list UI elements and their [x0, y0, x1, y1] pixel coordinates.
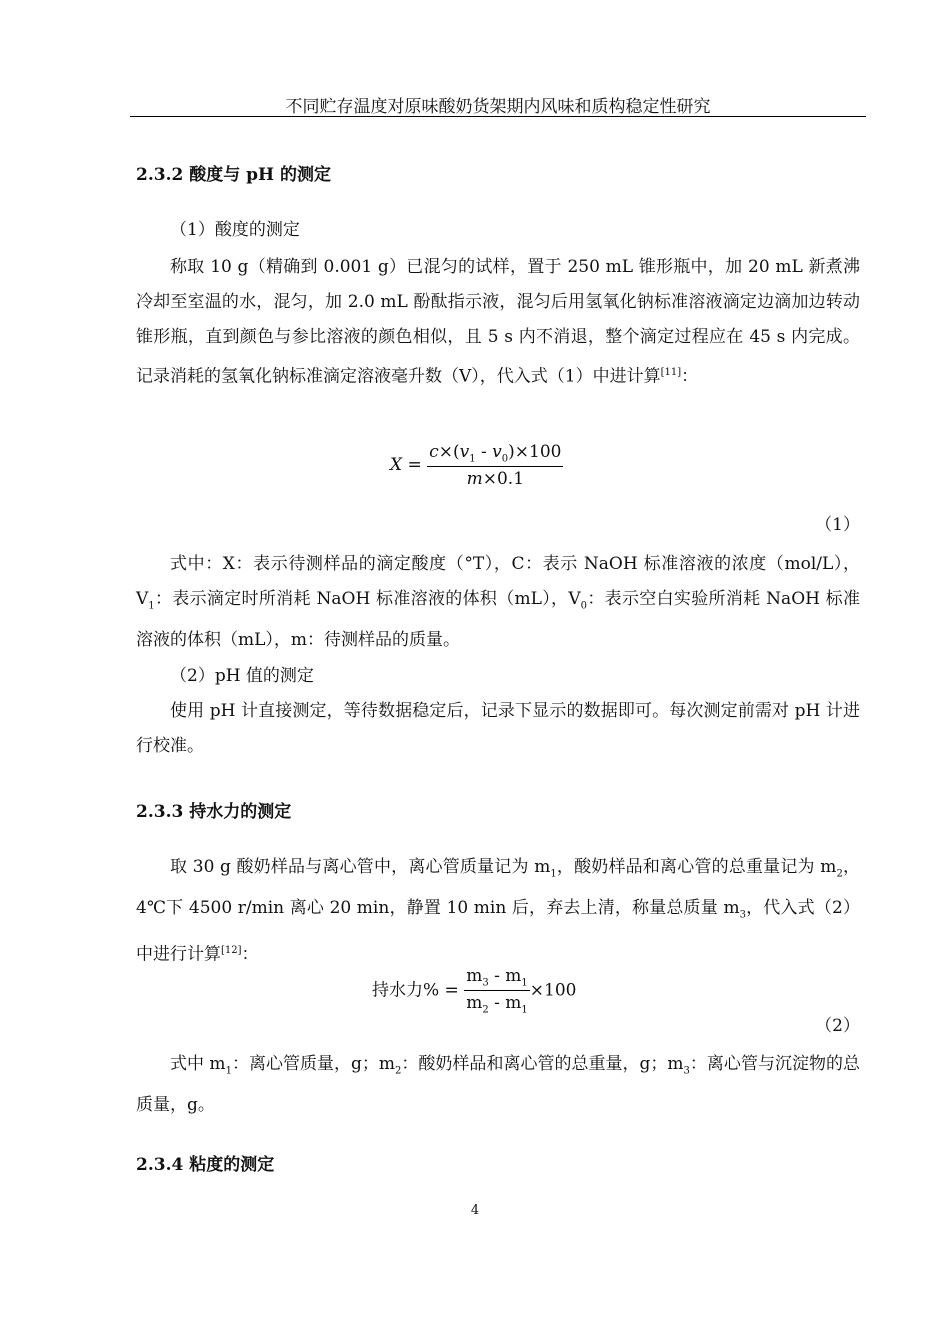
running-header: 不同贮存温度对原味酸奶货架期内风味和质构稳定性研究 — [285, 97, 711, 117]
citation-ref: [11] — [660, 367, 682, 378]
equation-2 — [372, 966, 576, 1016]
subheading-ph: （2）pH 值的测定 — [170, 666, 314, 686]
page-number: 4 — [470, 1203, 480, 1218]
subheading-acidity: （1）酸度的测定 — [170, 220, 300, 240]
citation-ref: [12] — [221, 944, 242, 956]
section-heading-2-3-4: 2.3.4 粘度的测定 — [136, 1155, 275, 1175]
paragraph-variable-definitions: 式中：X：表示待测样品的滴定酸度（°T），C：表示 NaOH 标准溶液的浓度（mol/L），$V_1$：表示滴定时所消耗 NaOH 标准溶液的体积（mL），$V_0$：表示空白实验所消耗 NaOH 标准溶液的体积（mL），m：待测样品的质量。 — [136, 554, 860, 651]
paragraph-ph-method: 使用 pH 计直接测定，等待数据稳定后，记录下显示的数据即可。每次测定前需对 pH 计进行校准。 — [136, 701, 860, 756]
section-heading-2-3-3: 2.3.3 持水力的测定 — [136, 802, 292, 822]
paragraph-colon: ： — [681, 366, 699, 387]
eq1-lhs: X = — [390, 455, 422, 476]
eq2-numerator: $m_3 - m_1$ — [464, 966, 530, 991]
eq1-fraction — [427, 442, 563, 489]
eq2-fraction — [464, 966, 530, 1016]
equation-1 — [390, 442, 563, 489]
paragraph-eq2-notes: 式中 $m_1$：离心管质量，g；$m_2$：酸奶样品和离心管的总重量，g；$m_3$：离心管与沉淀物的总质量，g。 — [136, 1054, 860, 1116]
equation-1-number: （1） — [815, 515, 860, 535]
eq2-lhs: 持水力% = — [372, 980, 459, 1001]
eq2-tail: ×100 — [529, 980, 577, 1001]
eq1-numerator: $c\times(v_1 - v_0)\times 100$ — [427, 442, 563, 467]
eq2-denominator: $m_2 - m_1$ — [466, 993, 528, 1016]
header-rule — [130, 116, 866, 117]
equation-2-number: （2） — [815, 1016, 860, 1036]
eq1-denominator: m×0.1 — [466, 469, 525, 490]
paragraph-water-holding: 取 30 g 酸奶样品与离心管中，离心管质量记为 $m_1$，酸奶样品和离心管的总重量记为 $m_2$，4℃下 4500 r/min 离心 20 min，静置 10 min 后，弃去上清，称量总质量 $m_3$，代入式（2）中进行计算[12]： — [136, 857, 860, 965]
paragraph-text: 称取 10 g（精确到 0.001 g）已混匀的试样，置于 250 mL 锥形瓶中，加 20 mL 新煮沸冷却至室温的水，混匀，加 2.0 mL 酚酞指示液，混匀后用氢氧化钠标准溶液滴定边滴加边转动锥形瓶，直到颜色与参比溶液的颜色相似，且 5 s 内不消退，整个滴定过程应在 45 s 内完成。记录消耗的氢氧化钠标准滴定溶液毫升数（V），代入式（1）中进计算 — [136, 257, 860, 387]
section-heading-2-3-2: 2.3.2 酸度与 pH 的测定 — [136, 165, 332, 185]
paragraph-acidity-method — [136, 250, 860, 395]
